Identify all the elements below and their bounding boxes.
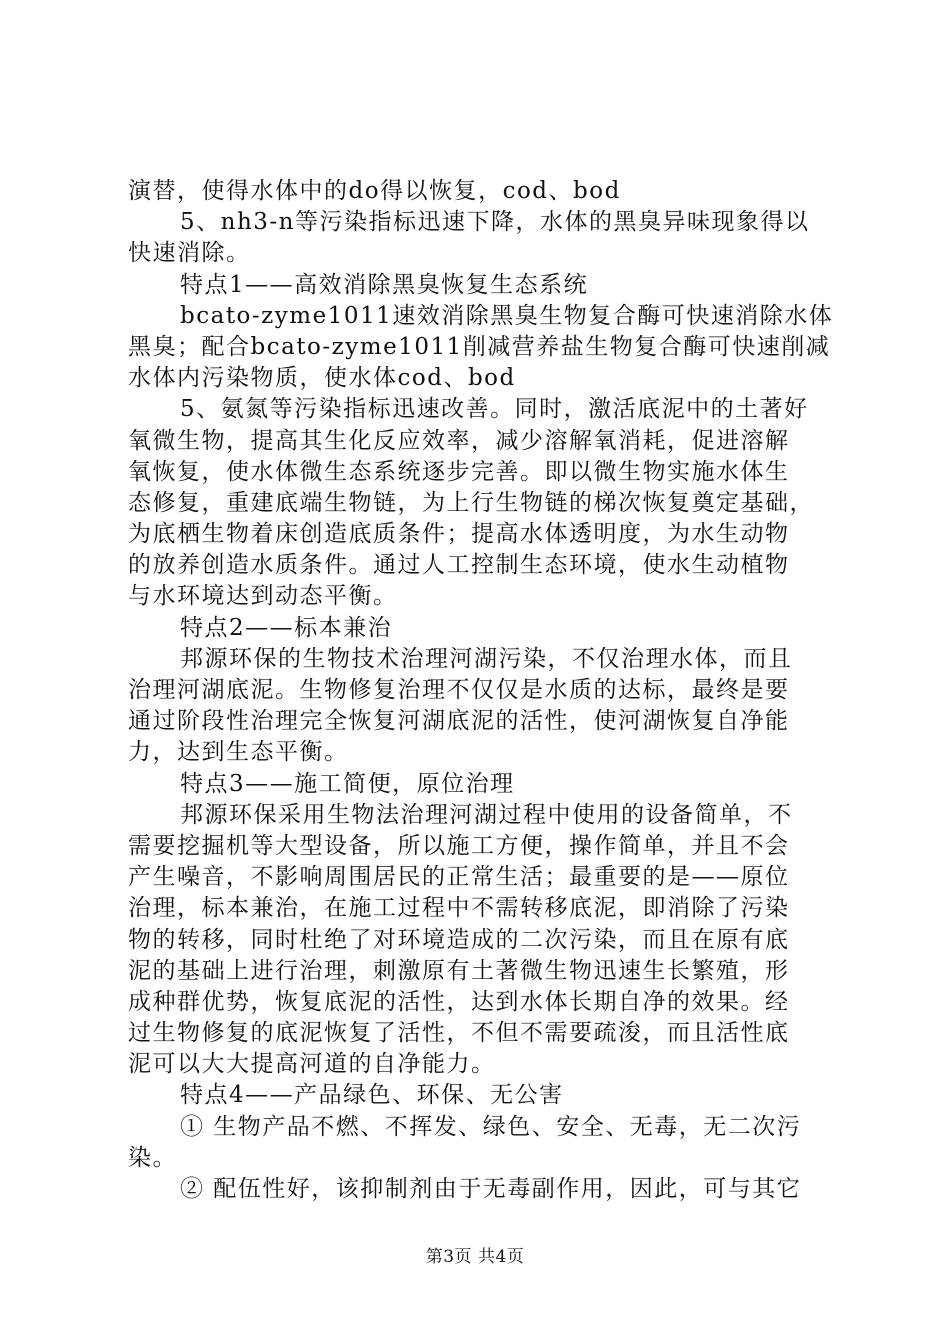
- text-line: 产生噪音，不影响周围居民的正常生活；最重要的是——原位: [128, 864, 790, 891]
- text-line: 过生物修复的底泥恢复了活性，不但不需要疏浚，而且活性底: [128, 1020, 790, 1047]
- text-line: 泥可以大大提高河道的自净能力。: [128, 1051, 496, 1078]
- section-heading: 特点2——标本兼治: [180, 614, 393, 641]
- page-number-footer: 第3页 共4页: [425, 1247, 525, 1267]
- text-line: 泥的基础上进行治理，刺激原有土著微生物迅速生长繁殖，形: [128, 957, 790, 984]
- section-heading: 特点4——产品绿色、环保、无公害: [180, 1082, 564, 1109]
- text-line: 氧微生物，提高其生化反应效率，减少溶解氧消耗，促进溶解: [128, 427, 790, 454]
- text-line: 与水环境达到动态平衡。: [128, 583, 398, 610]
- text-line: 快速消除。: [128, 240, 251, 267]
- text-line: 黑臭；配合bcato-zyme1011削减营养盐生物复合酶可快速削减: [128, 333, 831, 360]
- text-line: 5、nh3-n等污染指标迅速下降，水体的黑臭异味现象得以: [180, 209, 810, 236]
- text-line: ① 生物产品不燃、不挥发、绿色、安全、无毒，无二次污: [180, 1113, 802, 1140]
- text-line: 染。: [128, 1144, 177, 1171]
- text-line: 需要挖掘机等大型设备，所以施工方便，操作简单，并且不会: [128, 832, 790, 859]
- text-line: 5、氨氮等污染指标迅速改善。同时，激活底泥中的土著好: [180, 396, 809, 423]
- text-line: 成种群优势，恢复底泥的活性，达到水体长期自净的效果。经: [128, 988, 790, 1015]
- text-line: 力，达到生态平衡。: [128, 739, 349, 766]
- text-line: 治理，标本兼治，在施工过程中不需转移底泥，即消除了污染: [128, 895, 790, 922]
- text-line: 演替，使得水体中的do得以恢复，cod、bod: [128, 178, 621, 204]
- text-line: 治理河湖底泥。生物修复治理不仅仅是水质的达标，最终是要: [128, 677, 790, 703]
- text-line: bcato-zyme1011速效消除黑臭生物复合酶可快速消除水体: [180, 302, 834, 329]
- section-heading: 特点3——施工简便，原位治理: [180, 770, 515, 797]
- text-line: 为底栖生物着床创造底质条件；提高水体透明度，为水生动物: [128, 521, 790, 548]
- text-line: 水体内污染物质，使水体cod、bod: [128, 365, 516, 392]
- text-line: 邦源环保的生物技术治理河湖污染，不仅治理水体，而且: [180, 645, 793, 672]
- document-body: [128, 176, 833, 1205]
- text-line: 的放养创造水质条件。通过人工控制生态环境，使水生动植物: [128, 552, 790, 579]
- text-line: 物的转移，同时杜绝了对环境造成的二次污染，而且在原有底: [128, 926, 790, 953]
- text-line: 通过阶段性治理完全恢复河湖底泥的活性，使河湖恢复自净能: [128, 708, 790, 735]
- text-line: ② 配伍性好，该抑制剂由于无毒副作用，因此，可与其它: [180, 1176, 802, 1202]
- text-line: 氧恢复，使水体微生态系统逐步完善。即以微生物实施水体生: [128, 458, 790, 485]
- text-line: 邦源环保采用生物法治理河湖过程中使用的设备简单，不: [180, 801, 793, 828]
- text-line: 态修复，重建底端生物链，为上行生物链的梯次恢复奠定基础，: [128, 489, 814, 516]
- section-heading: 特点1——高效消除黑臭恢复生态系统: [180, 271, 589, 298]
